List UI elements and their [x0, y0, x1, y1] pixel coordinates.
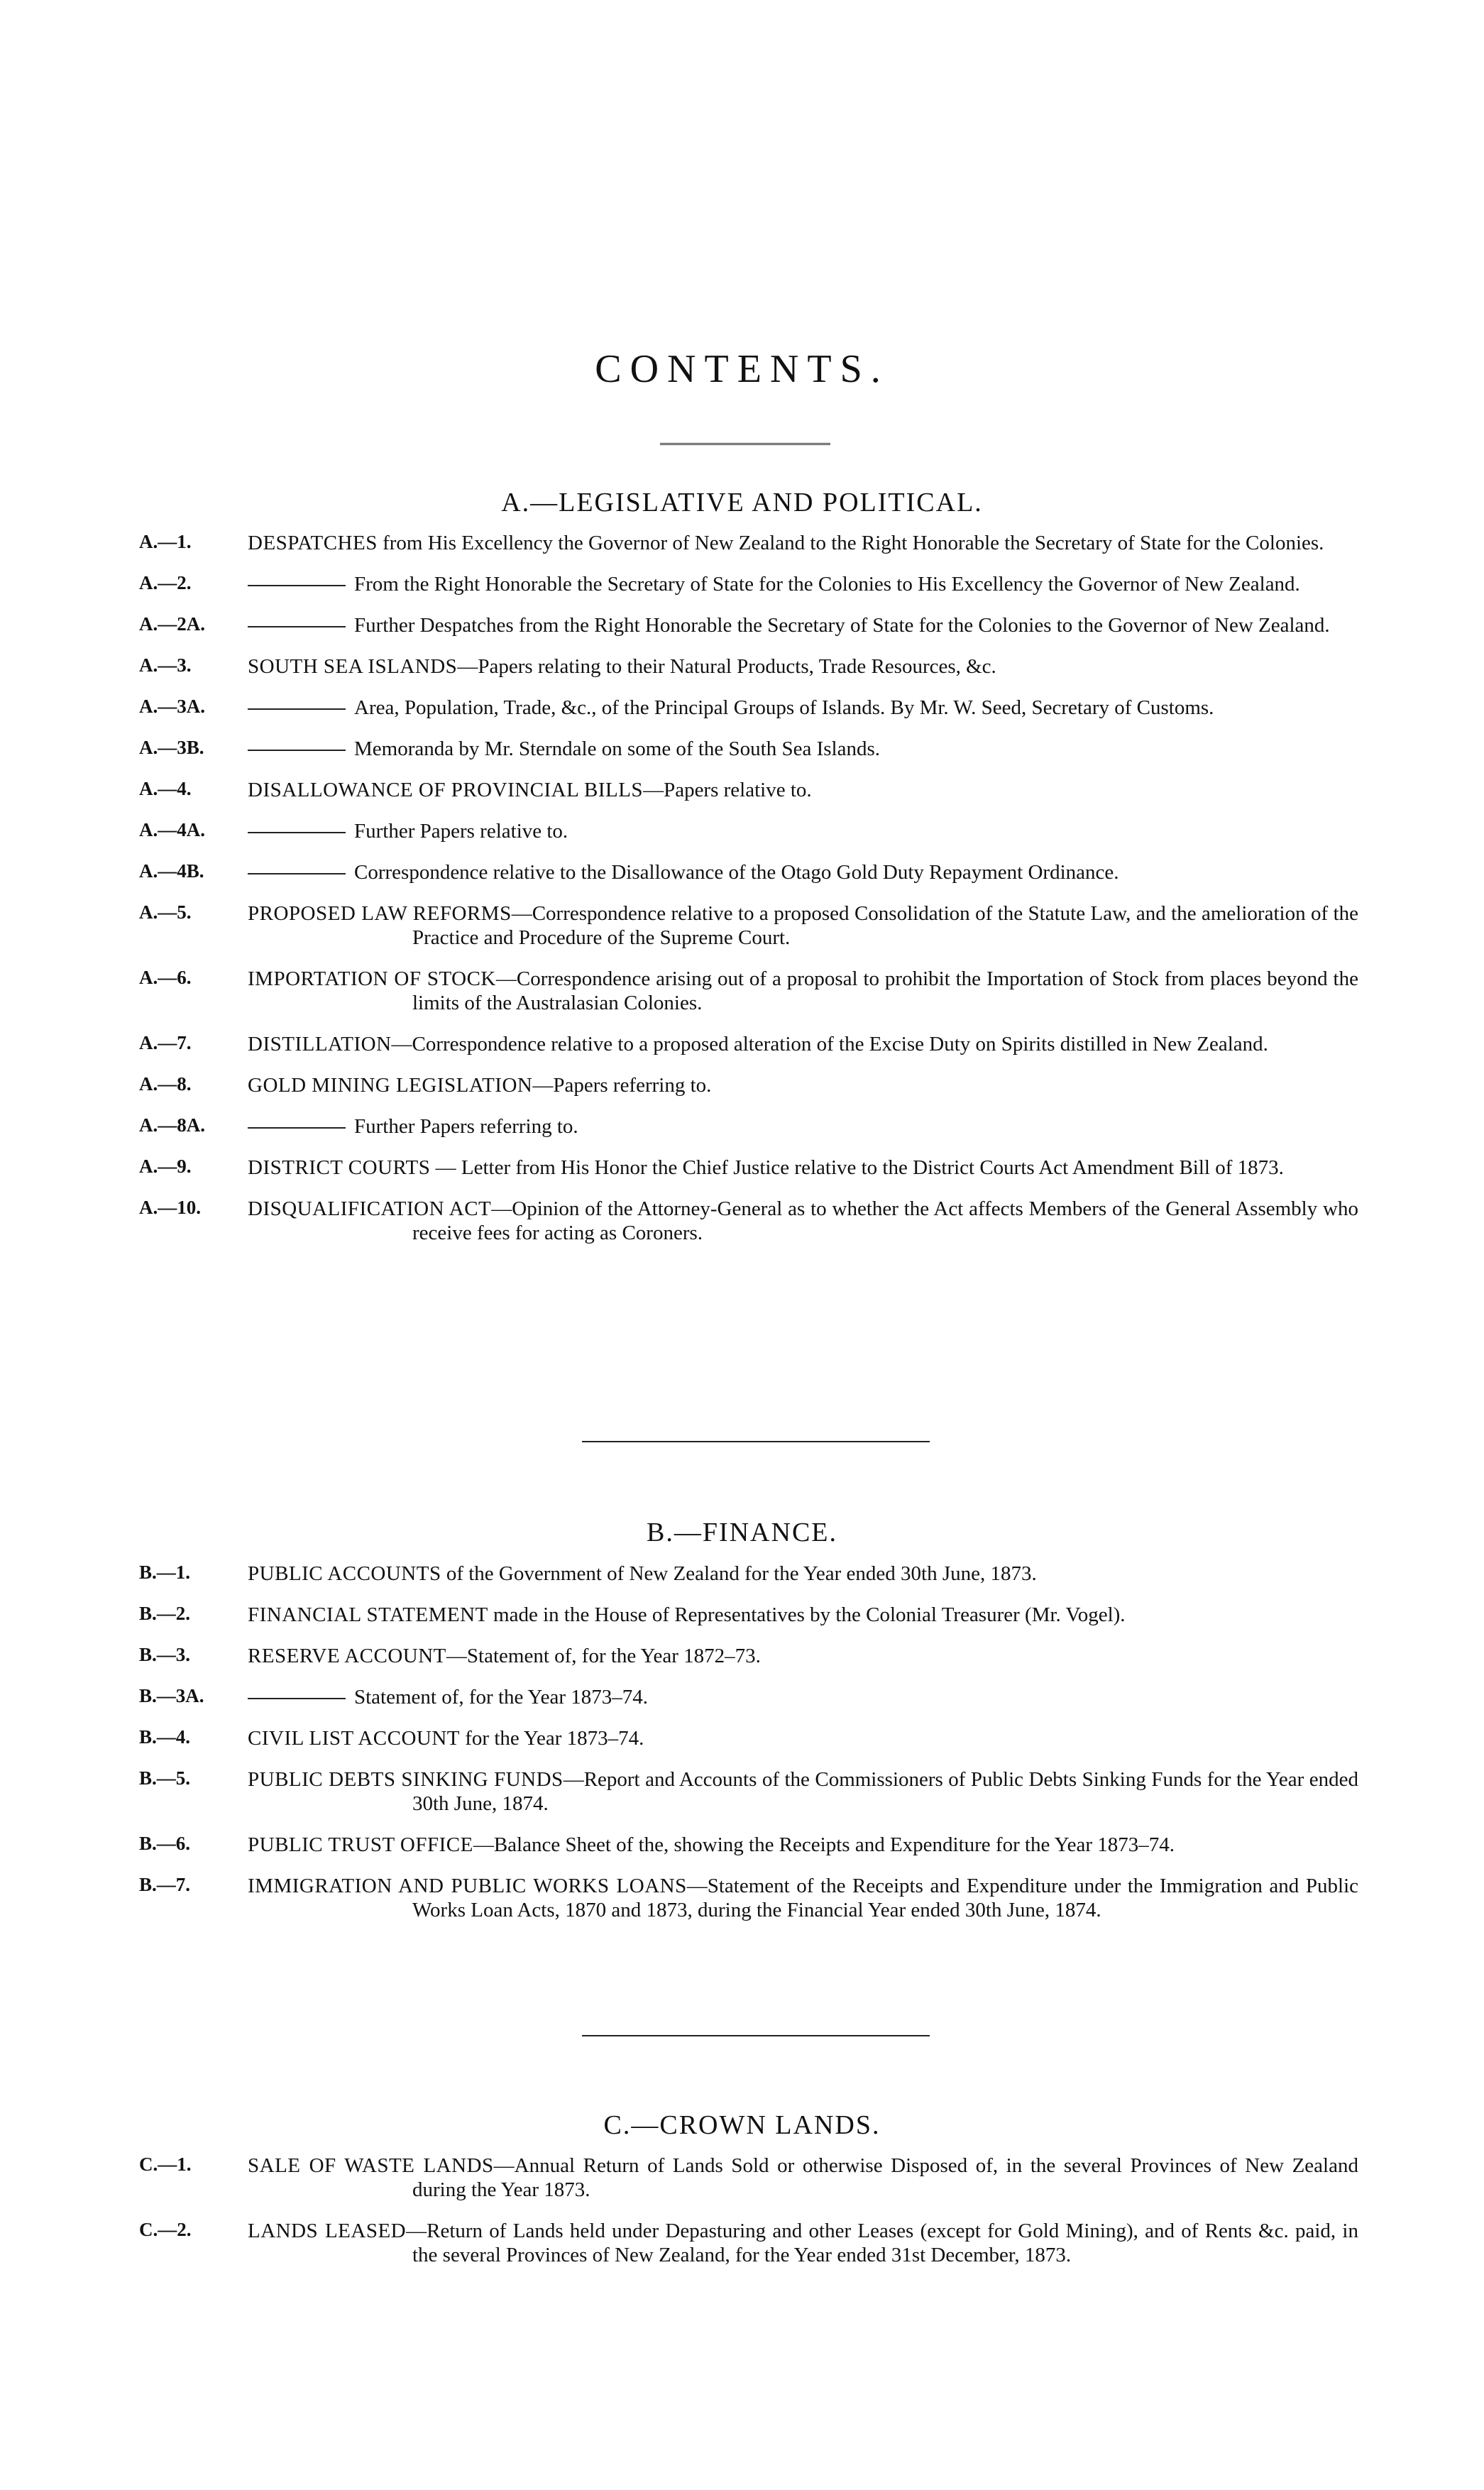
entry-title: FINANCIAL STATEMENT	[248, 1603, 488, 1626]
ditto-dash	[248, 585, 346, 586]
ditto-dash	[248, 708, 346, 710]
ditto-dash	[248, 1698, 346, 1699]
entry-description	[248, 1156, 1358, 1180]
entry-gap	[0, 2202, 1484, 2219]
entry-title: LANDS LEASED	[248, 2220, 407, 2242]
entry-gap	[0, 1139, 1484, 1156]
entry-description	[248, 613, 1358, 637]
entry-gap	[0, 1015, 1484, 1032]
entry-gap	[0, 2267, 1484, 2284]
entry-code: A.—3A.	[139, 696, 205, 717]
entry-body: —Annual Return of Lands Sold or otherwise Disposed of, in the several Provinces of New Zealand during the Year 1873.	[412, 2154, 1358, 2201]
entry-gap	[0, 679, 1484, 696]
entry-description	[248, 1874, 1358, 1922]
entry-code: B.—3A.	[139, 1685, 204, 1706]
entry-body: — Letter from His Honor the Chief Justice relative to the District Courts Act Amendment Bill of 1873.	[430, 1156, 1284, 1179]
entry-body: —Balance Sheet of the, showing the Receipts and Expenditure for the Year 1873–74.	[473, 1833, 1175, 1856]
contents-entry	[0, 2154, 1484, 2202]
contents-entry	[0, 778, 1484, 802]
entry-description	[248, 654, 1358, 679]
entry-description	[248, 1197, 1358, 1245]
entry-description	[248, 2154, 1358, 2202]
entry-title: PROPOSED LAW REFORMS	[248, 902, 512, 925]
entry-gap	[0, 1097, 1484, 1114]
entry-description	[248, 572, 1358, 596]
entry-description	[248, 2219, 1358, 2267]
section-b-heading: B.—FINANCE.	[646, 1518, 838, 1547]
entry-code: A.—7.	[139, 1032, 192, 1053]
entry-description	[248, 531, 1358, 555]
entry-body: —Papers referring to.	[532, 1074, 712, 1097]
section-a-entries	[0, 531, 1484, 1262]
contents-title: CONTENTS.	[595, 347, 889, 391]
entry-gap	[0, 761, 1484, 778]
entry-title: RESERVE ACCOUNT	[248, 1645, 446, 1667]
entry-title: PUBLIC DEBTS SINKING FUNDS	[248, 1768, 564, 1791]
entry-description	[248, 967, 1358, 1015]
entry-gap	[0, 1627, 1484, 1644]
contents-entry	[0, 1073, 1484, 1097]
entry-gap	[0, 720, 1484, 737]
section-b-entries	[0, 1562, 1484, 1939]
entry-body: —Opinion of the Attorney-General as to whether the Act affects Members of the General Assembly who receive fees for acting as Coroners.	[412, 1197, 1358, 1244]
entry-gap	[0, 1857, 1484, 1874]
entry-description	[248, 819, 1358, 843]
contents-entry	[0, 1562, 1484, 1586]
contents-entry	[0, 737, 1484, 761]
entry-gap	[0, 1922, 1484, 1939]
contents-entry	[0, 1603, 1484, 1627]
entry-body: Memoranda by Mr. Sterndale on some of the South Sea Islands.	[354, 737, 880, 760]
entry-body: —Papers relating to their Natural Products, Trade Resources, &c.	[457, 655, 996, 678]
entry-description	[248, 1603, 1358, 1627]
entry-code: B.—5.	[139, 1767, 191, 1789]
entry-title: DISALLOWANCE OF PROVINCIAL BILLS	[248, 779, 644, 801]
entry-gap	[0, 884, 1484, 901]
entry-description	[248, 1644, 1358, 1668]
entry-title: SOUTH SEA ISLANDS	[248, 655, 458, 678]
contents-entry	[0, 2219, 1484, 2267]
entry-code: B.—7.	[139, 1874, 191, 1895]
entry-body: Further Papers referring to.	[354, 1115, 578, 1138]
section-a-heading: A.—LEGISLATIVE AND POLITICAL.	[501, 488, 983, 517]
entry-title: GOLD MINING LEGISLATION	[248, 1074, 533, 1097]
entry-code: A.—6.	[139, 967, 192, 988]
section-divider	[582, 2035, 930, 2036]
contents-entry	[0, 1644, 1484, 1668]
entry-body: —Report and Accounts of the Commissioners of Public Debts Sinking Funds for the Year ended 30th June, 1874.	[412, 1768, 1358, 1815]
ditto-dash	[248, 832, 346, 833]
entry-body: Correspondence relative to the Disallowance of the Otago Gold Duty Repayment Ordinance.	[354, 861, 1119, 884]
entry-code: B.—1.	[139, 1562, 191, 1583]
entry-body: From the Right Honorable the Secretary of State for the Colonies to His Excellency the Governor of New Zealand.	[354, 573, 1300, 596]
entry-body: from His Excellency the Governor of New Zealand to the Right Honorable the Secretary of State for the Colonies.	[377, 532, 1324, 554]
entry-description	[248, 1073, 1358, 1097]
section-c-entries	[0, 2154, 1484, 2284]
entry-description	[248, 860, 1358, 884]
entry-description	[248, 901, 1358, 950]
contents-entry	[0, 613, 1484, 637]
entry-code: B.—6.	[139, 1833, 191, 1854]
entry-body: Further Despatches from the Right Honorable the Secretary of State for the Colonies to the Governor of New Zealand.	[354, 614, 1330, 637]
entry-description	[248, 1685, 1358, 1709]
contents-entry	[0, 967, 1484, 1015]
entry-code: C.—1.	[139, 2154, 192, 2175]
entry-body: for the Year 1873–74.	[460, 1727, 644, 1750]
contents-entry	[0, 1874, 1484, 1922]
entry-description	[248, 1114, 1358, 1139]
entry-title: IMPORTATION OF STOCK	[248, 967, 496, 990]
entry-description	[248, 737, 1358, 761]
entry-body: —Statement of, for the Year 1872–73.	[446, 1645, 761, 1667]
entry-code: A.—8A.	[139, 1114, 205, 1136]
entry-description	[248, 696, 1358, 720]
entry-gap	[0, 596, 1484, 613]
entry-gap	[0, 1816, 1484, 1833]
ditto-dash	[248, 873, 346, 874]
contents-entry	[0, 901, 1484, 950]
contents-entry	[0, 572, 1484, 596]
entry-title: IMMIGRATION AND PUBLIC WORKS LOANS	[248, 1875, 687, 1897]
entry-gap	[0, 1668, 1484, 1685]
entry-body: Area, Population, Trade, &c., of the Principal Groups of Islands. By Mr. W. Seed, Secretary of Customs.	[354, 696, 1214, 719]
entry-code: A.—3.	[139, 654, 192, 676]
entry-code: B.—3.	[139, 1644, 191, 1665]
entry-code: B.—4.	[139, 1726, 191, 1748]
contents-entry	[0, 1833, 1484, 1857]
entry-body: made in the House of Representatives by the Colonial Treasurer (Mr. Vogel).	[488, 1603, 1126, 1626]
entry-description	[248, 1767, 1358, 1816]
entry-code: A.—4B.	[139, 860, 204, 882]
entry-title: CIVIL LIST ACCOUNT	[248, 1727, 460, 1750]
entry-gap	[0, 637, 1484, 654]
ditto-dash	[248, 1127, 346, 1129]
contents-entry	[0, 1767, 1484, 1816]
entry-body: —Correspondence arising out of a proposal to prohibit the Importation of Stock from places beyond the limits of the Australasian Colonies.	[412, 967, 1358, 1014]
contents-entry	[0, 1197, 1484, 1245]
contents-entry	[0, 1685, 1484, 1709]
entry-gap	[0, 843, 1484, 860]
contents-entry	[0, 1726, 1484, 1750]
entry-title: PUBLIC ACCOUNTS	[248, 1562, 441, 1585]
entry-title: DISTRICT COURTS	[248, 1156, 431, 1179]
entry-body: —Return of Lands held under Depasturing and other Leases (except for Gold Mining), and of Rents &c. paid, in the several Provinces of New Zealand, for the Year ended 31st December, 1873.	[406, 2220, 1358, 2266]
entry-code: A.—5.	[139, 901, 192, 923]
entry-code: C.—2.	[139, 2219, 192, 2240]
entry-description	[248, 1833, 1358, 1857]
entry-gap	[0, 1056, 1484, 1073]
entry-code: A.—3B.	[139, 737, 204, 758]
entry-gap	[0, 950, 1484, 967]
entry-body: —Correspondence relative to a proposed alteration of the Excise Duty on Spirits distilled in New Zealand.	[391, 1033, 1268, 1055]
entry-gap	[0, 1245, 1484, 1262]
entry-description	[248, 1562, 1358, 1586]
entry-title: PUBLIC TRUST OFFICE	[248, 1833, 473, 1856]
entry-body: Statement of, for the Year 1873–74.	[354, 1686, 648, 1709]
contents-entry	[0, 531, 1484, 555]
contents-entry	[0, 860, 1484, 884]
contents-entry	[0, 1156, 1484, 1180]
entry-title: DISQUALIFICATION ACT	[248, 1197, 492, 1220]
entry-code: A.—10.	[139, 1197, 201, 1218]
entry-gap	[0, 1709, 1484, 1726]
entry-gap	[0, 1586, 1484, 1603]
contents-entry	[0, 1032, 1484, 1056]
contents-entry	[0, 696, 1484, 720]
entry-gap	[0, 802, 1484, 819]
contents-entry	[0, 1114, 1484, 1139]
section-divider	[582, 1441, 930, 1442]
entry-description	[248, 1032, 1358, 1056]
contents-entry	[0, 654, 1484, 679]
entry-code: A.—2.	[139, 572, 192, 593]
entry-code: B.—2.	[139, 1603, 191, 1624]
section-c-heading: C.—CROWN LANDS.	[603, 2110, 881, 2140]
entry-body: —Statement of the Receipts and Expenditure under the Immigration and Public Works Loan Acts, 1870 and 1873, during the Financial Year ended 30th June, 1874.	[412, 1875, 1359, 1921]
entry-title: DISTILLATION	[248, 1033, 392, 1055]
contents-entry	[0, 819, 1484, 843]
entry-code: A.—2A.	[139, 613, 205, 635]
entry-code: A.—8.	[139, 1073, 192, 1095]
entry-code: A.—1.	[139, 531, 192, 552]
entry-body: of the Government of New Zealand for the Year ended 30th June, 1873.	[441, 1562, 1037, 1585]
entry-code: A.—9.	[139, 1156, 192, 1177]
entry-gap	[0, 1750, 1484, 1767]
entry-description	[248, 778, 1358, 802]
entry-description	[248, 1726, 1358, 1750]
entry-gap	[0, 1180, 1484, 1197]
entry-body: Further Papers relative to.	[354, 820, 568, 843]
ditto-dash	[248, 750, 346, 751]
ditto-dash	[248, 626, 346, 627]
title-rule	[660, 443, 830, 448]
entry-gap	[0, 555, 1484, 572]
entry-body: —Papers relative to.	[643, 779, 812, 801]
entry-title: SALE OF WASTE LANDS	[248, 2154, 494, 2177]
entry-body: —Correspondence relative to a proposed Consolidation of the Statute Law, and the amelioration of the Practice and Procedure of the Supreme Court.	[412, 902, 1359, 949]
entry-title: DESPATCHES	[248, 532, 378, 554]
entry-code: A.—4A.	[139, 819, 205, 840]
entry-code: A.—4.	[139, 778, 192, 799]
